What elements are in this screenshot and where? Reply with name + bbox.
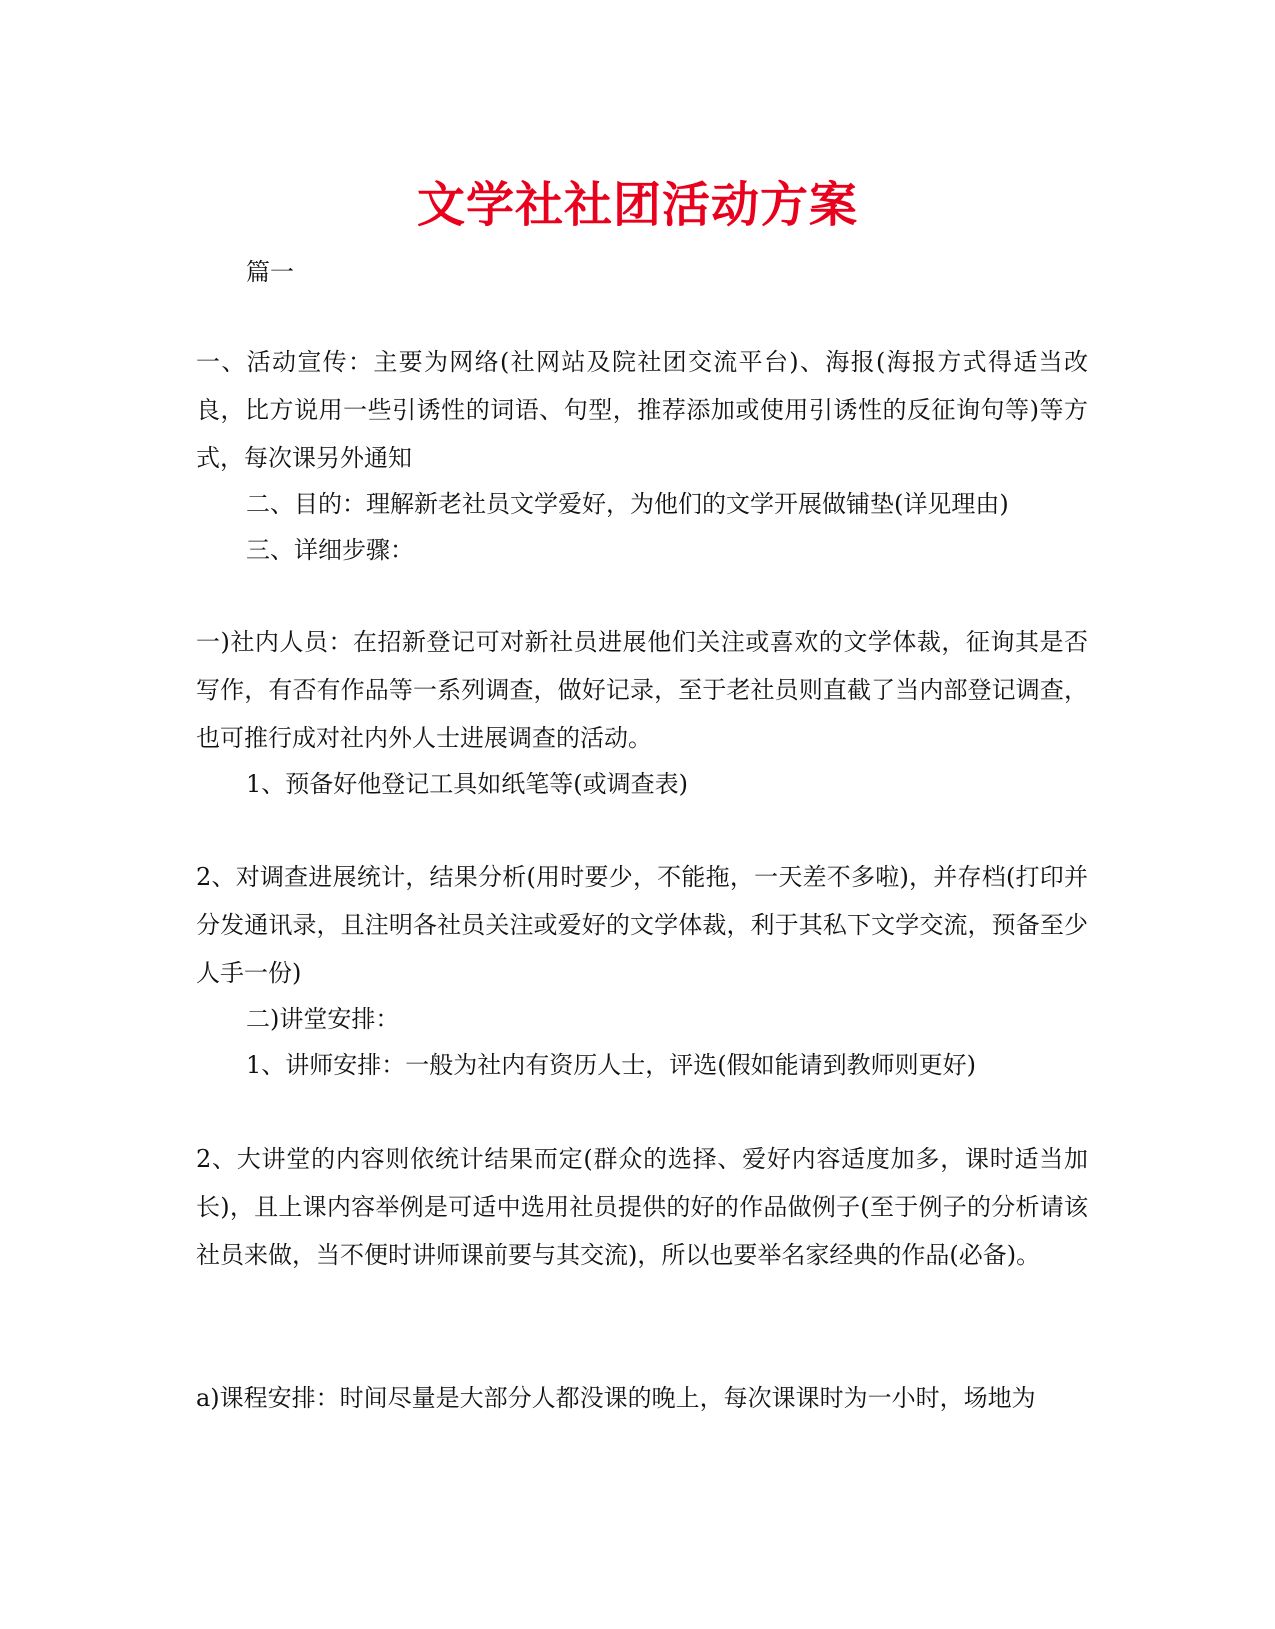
paragraph-lecture-heading: 二)讲堂安排： — [246, 1005, 400, 1033]
paragraph-prepare-tools: 1、预备好他登记工具如纸笔等(或调查表) — [246, 770, 688, 798]
section-label: 篇一 — [246, 258, 294, 286]
paragraph-publicity: 一、活动宣传：主要为网络(社网站及院社团交流平台)、海报(海报方式得适当改良，比方说用一些引诱性的词语、句型，推荐添加或使用引诱性的反征询句等)等方式，每次课另外通知 — [196, 348, 1088, 472]
paragraph-lecturer: 1、讲师安排：一般为社内有资历人士，评选(假如能请到教师则更好) — [246, 1051, 976, 1079]
paragraph-course-schedule: a)课程安排：时间尽量是大部分人都没课的晚上，每次课课时为一小时，场地为 — [196, 1384, 1036, 1412]
paragraph-purpose: 二、目的：理解新老社员文学爱好，为他们的文学开展做铺垫(详见理由) — [246, 490, 1009, 518]
paragraph-internal-staff: 一)社内人员：在招新登记可对新社员进展他们关注或喜欢的文学体裁，征询其是否写作，有否有作品等一系列调查，做好记录，至于老社员则直截了当内部登记调查，也可推行成对社内外人士进展调查的活动。 — [196, 628, 1088, 752]
paragraph-statistics: 2、对调查进展统计，结果分析(用时要少，不能拖，一天差不多啦)，并存档(打印并分发通讯录，且注明各社员关注或爱好的文学体裁，利于其私下文学交流，预备至少人手一份) — [196, 863, 1088, 987]
paragraph-steps-heading: 三、详细步骤： — [246, 536, 414, 564]
document-title: 文学社社团活动方案 — [416, 177, 858, 233]
paragraph-lecture-content: 2、大讲堂的内容则依统计结果而定(群众的选择、爱好内容适度加多，课时适当加长)，且上课内容举例是可适中选用社员提供的好的作品做例子(至于例子的分析请该社员来做，当不便时讲师课前要与其交流)，所以也要举名家经典的作品(必备)。 — [196, 1145, 1088, 1269]
